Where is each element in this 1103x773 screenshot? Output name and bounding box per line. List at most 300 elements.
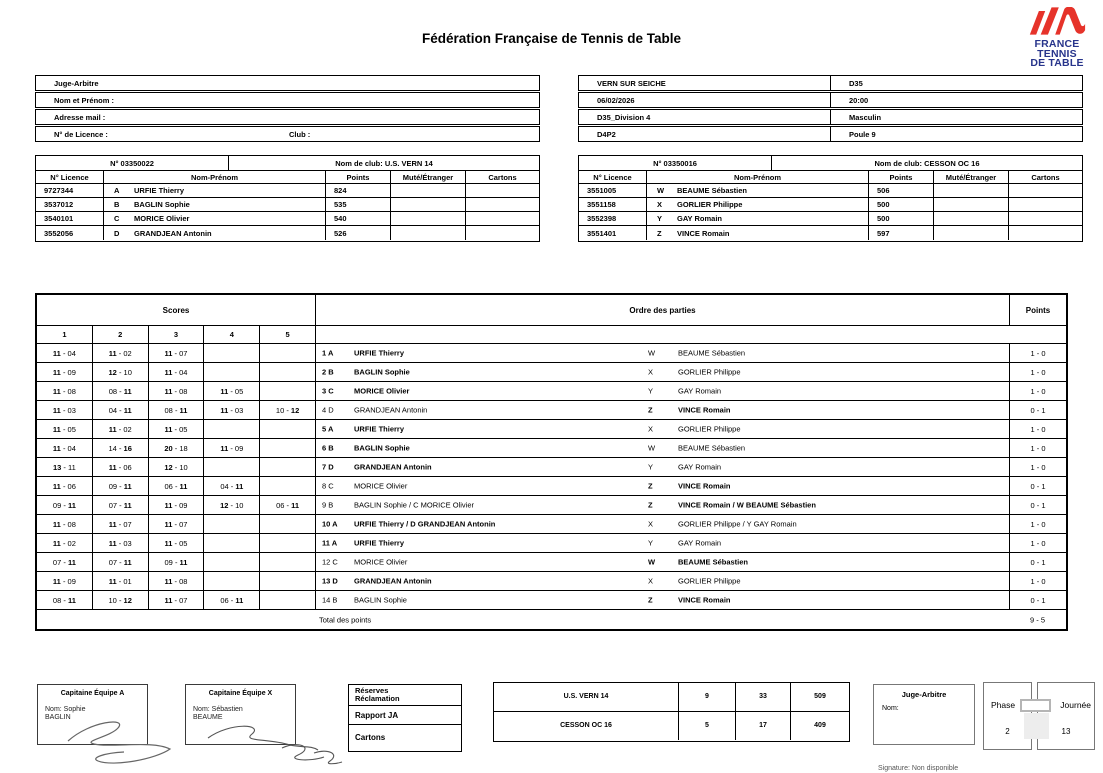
set-score-cell [260, 591, 316, 609]
home-set-score: 04 [220, 481, 229, 491]
away-set-score: 03 [123, 538, 132, 548]
away-player-name: GORLIER Philippe [677, 367, 741, 377]
home-player-name: MORICE Olivier [353, 386, 410, 396]
set-score-dash: - [172, 519, 180, 529]
away-player-name: BEAUME Sébastien [677, 557, 749, 567]
away-player-letter: Z [647, 595, 653, 605]
match-points: 0 - 1 [1030, 557, 1046, 567]
column-header: N° Licence [36, 171, 104, 183]
logo-text-line: FRANCE [1034, 38, 1080, 50]
match-points: 0 - 1 [1030, 405, 1046, 415]
set-score-cell [93, 382, 149, 400]
player-letter: Y [657, 214, 663, 223]
home-set-score: 07 [108, 557, 118, 567]
home-set-score: 09 [164, 557, 173, 567]
set-score-cell [37, 363, 93, 381]
set-score-dash: - [172, 557, 180, 567]
cartons-label: Cartons [355, 732, 386, 742]
away-set-score: 11 [291, 500, 300, 510]
match-row [37, 438, 1066, 457]
captain-x-box [185, 684, 296, 745]
order-cell [316, 382, 1010, 400]
player-licence: 3537012 [36, 198, 104, 211]
away-set-score: 11 [179, 481, 188, 491]
set-score-cell [93, 572, 149, 590]
set-score-cell [93, 553, 149, 571]
fftt-logo [1016, 7, 1098, 69]
order-cell [316, 496, 1010, 514]
set-score-dash: - [61, 557, 68, 567]
set-score-dash: - [172, 443, 180, 453]
player-letter: B [114, 200, 120, 209]
away-set-score: 11 [123, 386, 132, 396]
column-header: Points [869, 171, 934, 183]
match-info-row [578, 109, 1083, 125]
home-set-score: 07 [108, 500, 118, 510]
away-player-name: VINCE Romain [677, 595, 731, 605]
journee-value: 13 [1061, 727, 1071, 736]
player-cartons [1009, 212, 1082, 225]
home-set-score: 12 [164, 462, 173, 472]
home-set-score: 11 [164, 386, 173, 396]
set-score-cell [204, 477, 260, 495]
team-number: N° 03350022 [36, 156, 229, 170]
away-set-score: 07 [179, 595, 188, 605]
set-score-cell [93, 401, 149, 419]
away-player-name: GORLIER Philippe / Y GAY Romain [677, 519, 797, 529]
away-player-letter: Y [647, 538, 653, 548]
set-score-dash: - [117, 500, 124, 510]
set-score-cell [149, 496, 205, 514]
match-info-row [578, 92, 1083, 108]
away-set-score: 08 [179, 576, 188, 586]
match-points: 1 - 0 [1030, 443, 1046, 453]
set-score-dash: - [117, 481, 124, 491]
set-score-cell [149, 401, 205, 419]
set-score-dash: - [172, 595, 180, 605]
match-points: 1 - 0 [1030, 538, 1046, 548]
match-row [37, 476, 1066, 495]
player-mute-etranger [934, 212, 1009, 225]
player-cartons [1009, 184, 1082, 197]
order-cell [316, 534, 1010, 552]
set-score-cell [37, 496, 93, 514]
order-cell [316, 553, 1010, 571]
fftt-logo-icon [1028, 7, 1086, 35]
set-score-cell [204, 591, 260, 609]
home-player-name: BAGLIN Sophie [353, 443, 410, 453]
player-mute-etranger [934, 226, 1009, 240]
set-score-dash: - [116, 424, 124, 434]
away-set-score: 11 [68, 462, 76, 472]
captain-a-box [37, 684, 148, 745]
away-set-score: 04 [67, 443, 76, 453]
match-points: 1 - 0 [1030, 576, 1046, 586]
overlay-shade [1024, 713, 1049, 739]
team-player-row [579, 226, 1082, 240]
away-set-score: 05 [67, 424, 76, 434]
home-player-prefix: 4 D [321, 405, 334, 415]
set-score-cell [204, 401, 260, 419]
set-score-cell [93, 344, 149, 362]
set-score-cell [37, 420, 93, 438]
set-score-dash: - [228, 405, 235, 415]
home-player-name: BAGLIN Sophie [353, 595, 407, 605]
player-points: 540 [326, 212, 391, 225]
player-licence: 3551401 [579, 226, 647, 240]
total-value: 409 [814, 722, 826, 730]
total-value: 33 [736, 683, 791, 711]
home-set-score: 13 [52, 462, 62, 472]
away-set-score: 11 [67, 595, 76, 605]
team-totals-row [494, 712, 849, 741]
player-licence: 3551005 [579, 184, 647, 197]
set-score-cell [149, 553, 205, 571]
home-set-score: 09 [52, 500, 62, 510]
scores-header: Scores [37, 295, 316, 325]
player-name-cell [104, 184, 326, 197]
player-mute-etranger [391, 212, 466, 225]
home-set-score: 11 [164, 576, 173, 586]
team-column-header-row [579, 171, 1082, 184]
away-set-score: 12 [123, 595, 132, 605]
player-name: BAGLIN Sophie [134, 200, 190, 209]
total-points: 9 - 5 [1029, 615, 1045, 625]
team-header-row [579, 156, 1082, 171]
set-score-dash: - [172, 481, 180, 491]
home-set-score: 20 [164, 443, 173, 453]
signature-note: Signature: Non disponible [878, 765, 959, 772]
home-set-score: 08 [164, 405, 173, 415]
team-player-row [36, 184, 539, 198]
column-header: N° Licence [579, 171, 647, 183]
player-licence: 9727344 [36, 184, 104, 197]
match-row [37, 552, 1066, 571]
home-set-score: 11 [108, 462, 117, 472]
home-player-prefix: 3 C [321, 386, 334, 396]
home-set-score: 11 [164, 424, 173, 434]
home-player-name: URFIE Thierry [353, 538, 404, 548]
set-score-cell [37, 382, 93, 400]
home-player-name: GRANDJEAN Antonin [353, 462, 432, 472]
away-set-score: 06 [123, 462, 132, 472]
player-letter: C [114, 214, 120, 223]
set-score-cell [260, 496, 316, 514]
set-score-dash: - [172, 462, 180, 472]
set-score-cell [204, 439, 260, 457]
referee-name-label: Nom et Prénom : [54, 95, 115, 105]
remarks-box [348, 684, 462, 752]
total-value: 9 [679, 683, 736, 711]
away-set-score: 04 [67, 348, 76, 358]
home-set-score: 07 [52, 557, 62, 567]
set-score-dash: - [60, 576, 68, 586]
set-number-row [37, 326, 1066, 343]
player-name-cell [104, 198, 326, 211]
referee-signature-box [873, 684, 975, 745]
away-set-score: 07 [179, 348, 188, 358]
home-set-score: 11 [108, 519, 117, 529]
set-score-cell [37, 477, 93, 495]
player-name: URFIE Thierry [134, 186, 185, 195]
referee-mail-label: Adresse mail : [54, 112, 106, 122]
home-set-score: 14 [108, 443, 117, 453]
home-player-prefix: 10 A [321, 519, 338, 529]
away-set-score: 02 [123, 424, 132, 434]
home-player-name: MORICE Olivier [353, 557, 408, 567]
match-info-row [578, 126, 1083, 142]
set-score-cell [260, 477, 316, 495]
team-column-header-row [36, 171, 539, 184]
reclamation-label: Réclamation [355, 694, 400, 703]
home-player-prefix: 6 B [321, 443, 334, 453]
set-score-dash: - [117, 557, 124, 567]
set-score-cell [37, 401, 93, 419]
player-mute-etranger [934, 198, 1009, 211]
match-points: 1 - 0 [1030, 462, 1046, 472]
match-date: 06/02/2026 [579, 93, 831, 107]
set-score-dash: - [60, 443, 68, 453]
set-score-dash: - [60, 481, 68, 491]
set-score-cell [204, 363, 260, 381]
away-player-name: GAY Romain [677, 462, 722, 472]
player-cartons [466, 184, 539, 197]
home-set-score: 11 [52, 443, 61, 453]
set-score-dash: - [60, 538, 68, 548]
home-set-score: 11 [52, 424, 61, 434]
home-player-prefix: 2 B [321, 367, 334, 377]
match-row [37, 457, 1066, 476]
column-header: Cartons [1031, 172, 1060, 182]
away-set-score: 11 [179, 405, 188, 415]
set-score-cell [260, 458, 316, 476]
away-set-score: 10 [123, 367, 132, 377]
away-player-letter: W [647, 443, 656, 453]
set-score-cell [93, 515, 149, 533]
match-row [37, 514, 1066, 533]
away-set-score: 11 [123, 557, 132, 567]
referee-box-title: Juge-Arbitre [901, 690, 947, 699]
away-player-letter: X [647, 424, 653, 434]
order-cell [316, 477, 1010, 495]
away-player-letter: Z [647, 500, 653, 510]
set-score-cell [149, 439, 205, 457]
home-set-score: 06 [276, 500, 285, 510]
column-header: Muté/Étranger [391, 171, 466, 183]
set-score-dash: - [61, 500, 68, 510]
away-set-score: 05 [179, 538, 188, 548]
set-score-cell [260, 363, 316, 381]
player-cartons [466, 198, 539, 211]
order-cell [316, 591, 1010, 609]
home-player-name: BAGLIN Sophie / C MORICE Olivier [353, 500, 475, 510]
away-set-score: 18 [179, 443, 188, 453]
team-club-name: Nom de club: U.S. VERN 14 [335, 158, 433, 168]
match-row [37, 343, 1066, 362]
home-set-score: 11 [108, 424, 117, 434]
player-letter: D [114, 228, 120, 238]
total-team-name: CESSON OC 16 [494, 712, 679, 741]
away-set-score: 11 [123, 405, 132, 415]
match-points: 0 - 1 [1030, 481, 1046, 491]
set-score-cell [37, 572, 93, 590]
set-score-cell [204, 553, 260, 571]
team-totals-table [493, 682, 850, 742]
order-cell [316, 458, 1010, 476]
team-totals-row [494, 683, 849, 712]
match-points: 1 - 0 [1030, 424, 1046, 434]
away-player-letter: W [647, 557, 656, 567]
set-score-cell [93, 477, 149, 495]
player-points: 500 [869, 198, 934, 211]
set-number: 4 [204, 326, 260, 343]
set-score-cell [149, 382, 205, 400]
away-player-name: GAY Romain [677, 386, 722, 396]
player-name: BEAUME Sébastien [677, 186, 748, 195]
player-mute-etranger [934, 184, 1009, 197]
captain-x-name-2: BEAUME [193, 714, 223, 721]
set-score-dash: - [116, 595, 124, 605]
home-set-score: 12 [108, 367, 117, 377]
set-score-cell [204, 344, 260, 362]
match-row [37, 533, 1066, 552]
set-score-cell [204, 572, 260, 590]
match-info-row [578, 75, 1083, 91]
overlay-field [1020, 699, 1051, 712]
order-cell [316, 420, 1010, 438]
set-score-dash: - [60, 367, 68, 377]
team-player-row [36, 226, 539, 240]
set-score-cell [149, 591, 205, 609]
set-score-dash: - [172, 386, 180, 396]
home-player-prefix: 12 C [321, 557, 338, 567]
home-set-score: 11 [52, 576, 61, 586]
set-score-cell [37, 344, 93, 362]
set-score-dash: - [172, 367, 180, 377]
set-number: 1 [37, 326, 93, 343]
set-score-cell [149, 458, 205, 476]
set-score-cell [37, 553, 93, 571]
set-score-cell [93, 458, 149, 476]
set-score-dash: - [284, 500, 292, 510]
set-score-cell [204, 515, 260, 533]
match-row [37, 495, 1066, 514]
set-number: 5 [260, 326, 316, 343]
home-player-name: URFIE Thierry [353, 424, 404, 434]
away-set-score: 10 [179, 462, 188, 472]
away-set-score: 06 [67, 481, 76, 491]
home-player-name: BAGLIN Sophie [353, 367, 410, 377]
set-score-cell [204, 496, 260, 514]
home-player-prefix: 7 D [321, 462, 334, 472]
match-row [37, 590, 1066, 609]
set-score-cell [37, 591, 93, 609]
home-player-name: MORICE Olivier [353, 481, 408, 491]
away-set-score: 08 [67, 386, 76, 396]
home-player-prefix: 14 B [321, 595, 338, 605]
away-player-name: VINCE Romain [677, 481, 731, 491]
set-score-dash: - [60, 424, 68, 434]
set-score-dash: - [172, 405, 180, 415]
set-score-dash: - [61, 462, 68, 472]
column-header: Nom-Prénom [104, 171, 326, 183]
home-player-name: URFIE Thierry / D GRANDJEAN Antonin [353, 519, 496, 529]
home-set-score: 11 [220, 386, 229, 396]
player-letter: Z [657, 228, 662, 238]
points-header: Points [1025, 305, 1051, 315]
set-score-dash: - [228, 500, 236, 510]
match-gender: Masculin [849, 112, 882, 122]
captain-a-name-2: BAGLIN [45, 714, 71, 721]
player-name-cell [647, 226, 869, 240]
total-value: 509 [814, 693, 826, 701]
home-set-score: 08 [52, 595, 62, 605]
set-score-dash: - [60, 519, 68, 529]
column-header: Points [326, 171, 391, 183]
home-set-score: 11 [52, 481, 61, 491]
home-set-score: 11 [164, 519, 173, 529]
away-set-score: 07 [123, 519, 132, 529]
logo-text-line: TENNIS [1037, 47, 1077, 60]
set-score-dash: - [116, 443, 124, 453]
away-set-score: 04 [179, 367, 188, 377]
set-score-dash: - [117, 386, 124, 396]
home-set-score: 04 [108, 405, 118, 415]
set-score-cell [93, 496, 149, 514]
page-title: Fédération Française de Tennis de Table [421, 31, 682, 46]
set-score-dash: - [228, 443, 235, 453]
home-set-score: 11 [52, 348, 61, 358]
away-set-score: 09 [67, 576, 76, 586]
home-set-score: 11 [164, 348, 173, 358]
column-header: Nom-Prénom [647, 171, 869, 183]
away-set-score: 11 [67, 557, 76, 567]
set-score-cell [149, 344, 205, 362]
away-player-name: GORLIER Philippe [677, 424, 741, 434]
set-score-cell [260, 420, 316, 438]
away-set-score: 05 [234, 386, 244, 396]
match-points: 1 - 0 [1030, 348, 1046, 358]
set-score-cell [93, 534, 149, 552]
set-score-cell [149, 363, 205, 381]
set-number: 3 [149, 326, 205, 343]
set-score-dash: - [60, 405, 68, 415]
reserves-label: Réserves [355, 686, 389, 695]
player-letter: W [657, 186, 665, 195]
player-mute-etranger [391, 226, 466, 240]
away-set-score: 11 [67, 500, 76, 510]
away-set-score: 02 [67, 538, 76, 548]
match-poule: Poule 9 [849, 129, 876, 139]
referee-licence-label: N° de Licence : [54, 129, 108, 139]
set-score-cell [260, 572, 316, 590]
player-licence: 3551158 [579, 198, 647, 211]
order-cell [316, 344, 1010, 362]
set-number: 2 [93, 326, 149, 343]
match-division: D35_Division 4 [579, 110, 831, 124]
away-player-letter: X [647, 519, 653, 529]
cartons-cell [349, 725, 461, 749]
away-set-score: 09 [67, 367, 76, 377]
player-name: MORICE Olivier [134, 214, 190, 223]
total-row [37, 609, 1066, 630]
player-name: GORLIER Philippe [677, 200, 743, 209]
match-group-code: D4P2 [579, 127, 831, 141]
away-set-score: 01 [123, 576, 132, 586]
player-licence: 3552398 [579, 212, 647, 225]
home-set-score: 11 [108, 348, 117, 358]
match-points: 1 - 0 [1030, 367, 1046, 377]
